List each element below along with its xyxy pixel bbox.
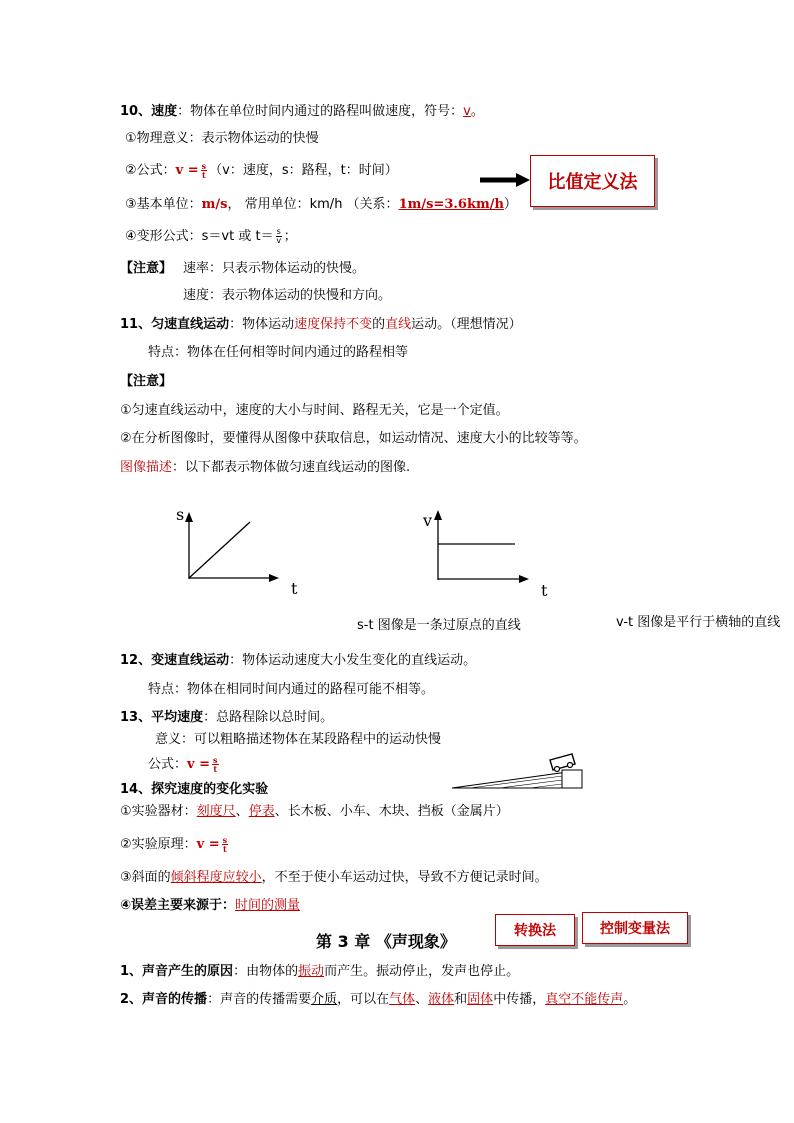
- s10-symbol: v: [463, 104, 471, 119]
- c3-l1-pre: ：由物体的: [233, 964, 299, 979]
- s11-desc-label: 图像描述: [120, 460, 173, 475]
- s11-note1: ①匀速直线运动中，速度的大小与时间、路程无关，它是一个定值。: [120, 403, 509, 418]
- s14-principle-fraction: [222, 836, 229, 853]
- box-ratio-definition: 比值定义法: [530, 155, 655, 207]
- c3-l2-liquid: 液体: [428, 992, 455, 1007]
- s10-formula-v: v =: [175, 163, 199, 178]
- c3-l1-post: 而产生。振动停止，发声也停止。: [324, 964, 520, 979]
- s12-feature: 特点：物体在相同时间内通过的路程可能不相等。: [148, 682, 435, 697]
- s10-variant-end: ；: [283, 229, 297, 244]
- s14-title: [120, 781, 268, 799]
- s12-title: [120, 652, 476, 670]
- s11-note-label: 【注意】: [120, 374, 173, 389]
- s10-formula-fraction: [201, 162, 208, 179]
- s14-error-source: 时间的测量: [235, 898, 301, 913]
- s10-variant-fraction: [276, 228, 282, 245]
- s11-red2: 直线: [385, 317, 412, 332]
- c3-l1-num: 1、: [120, 964, 143, 979]
- s11-desc-text: ：以下都表示物体做匀速直线运动的图像.: [172, 460, 411, 475]
- s12-body: ：物体运动速度大小发生变化的直线运动。: [229, 653, 477, 668]
- frac-den: t: [213, 764, 218, 774]
- arrow-right-icon: [480, 170, 530, 190]
- st-y-arrow: [185, 512, 193, 522]
- s13-formula-fraction: [212, 756, 219, 773]
- c3-l2-pre: ：声音的传播需要: [207, 992, 312, 1007]
- s14-slope-post: ，不至于使小车运动过快，导致不方便记录时间。: [261, 870, 548, 885]
- s14-slope-pre: ③斜面的: [120, 870, 171, 885]
- s10-unit-label: ③基本单位：: [125, 197, 202, 212]
- st-y-label: s: [176, 505, 185, 524]
- st-x-label: t: [291, 579, 298, 598]
- s10-note-label: 【注意】: [120, 261, 173, 276]
- frac-den: v: [276, 236, 282, 245]
- s14-equipment-rest: 、长木板、小车、木块、挡板（金属片）: [274, 804, 509, 819]
- incline-cart-illustration: [450, 748, 590, 790]
- s10-note1: 速率：只表示物体运动的快慢。: [183, 261, 366, 276]
- s10-num: 10、: [120, 104, 152, 119]
- s13-meaning: 意义：可以粗略描述物体在某段路程中的运动快慢: [155, 732, 442, 747]
- s11-note2: ②在分析图像时，要懂得从图像中获取信息，如运动情况、速度大小的比较等等。: [120, 431, 587, 446]
- c3-l2-sep: 、: [415, 992, 429, 1007]
- s14-principle-v: v =: [196, 837, 220, 852]
- s10-formula: [125, 162, 398, 180]
- s10-unit-end: ）: [503, 197, 517, 212]
- s13-formula-v: v =: [187, 757, 210, 772]
- frac-den: t: [223, 844, 227, 854]
- vt-y-label: v: [423, 511, 433, 530]
- c3-l2-end: 。: [623, 992, 637, 1007]
- vt-graph: [425, 500, 548, 600]
- c3-l2-mid1: ，可以在: [337, 992, 390, 1007]
- s13-num: 13、: [120, 710, 152, 725]
- c3-l2-head: 声音的传播: [142, 992, 208, 1007]
- s11-post: 运动。（理想情况）: [411, 317, 522, 332]
- s10-variant-text: ④变形公式：s＝vt 或 t＝: [125, 229, 274, 244]
- frac-num: s: [213, 755, 218, 765]
- c3-l1-vibration: 振动: [298, 964, 325, 979]
- s14-slope-red: 倾斜程度应较小: [170, 870, 262, 885]
- s11-title: [120, 316, 522, 334]
- frac-den: t: [202, 170, 206, 180]
- c3-l2-num: 2、: [120, 992, 143, 1007]
- box-control-variable-method: 控制变量法: [582, 912, 688, 944]
- s10-head: 速度: [151, 104, 178, 119]
- s11-num: 11、: [120, 317, 152, 332]
- s11-red1: 速度保持不变: [294, 317, 373, 332]
- s10-formula-label: ②公式：: [125, 163, 176, 178]
- s13-formula-label: 公式：: [148, 757, 188, 772]
- chapter-title: 第 3 章 《声现象》: [316, 932, 456, 951]
- s10-unit-relation: 1m/s=3.6km/h: [398, 197, 504, 212]
- s14-equipment-label: ①实验器材：: [120, 804, 197, 819]
- s11-pre: ：物体运动: [229, 317, 295, 332]
- c3-l2-and: 和: [454, 992, 468, 1007]
- s10-title: [120, 103, 484, 121]
- c3-l2-gas: 气体: [389, 992, 416, 1007]
- s12-head: 变速直线运动: [151, 653, 230, 668]
- s14-sep: 、: [235, 804, 249, 819]
- vt-x-arrow: [519, 575, 529, 583]
- frac-num: s: [276, 227, 281, 236]
- s11-desc: [120, 459, 410, 477]
- s10-formula-legend: （v：速度，s：路程，t：时间）: [209, 163, 398, 178]
- s13-title: [120, 709, 333, 727]
- frac-num: s: [222, 835, 228, 845]
- s10-unit: [125, 196, 517, 214]
- vt-y-arrow: [434, 510, 442, 520]
- st-caption: s-t 图像是一条过原点的直线: [357, 618, 521, 633]
- frac-num: s: [201, 161, 207, 171]
- s13-body: ：总路程除以总时间。: [203, 710, 334, 725]
- s10-note2: 速度：表示物体运动的快慢和方向。: [183, 288, 392, 303]
- s14-slope: [120, 869, 548, 887]
- s11-feature: 特点：物体在任何相等时间内通过的路程相等: [148, 345, 409, 360]
- vt-caption: v-t 图像是平行于横轴的直线: [616, 615, 781, 630]
- c3-line1: [120, 963, 519, 981]
- box-conversion-method: 转换法: [495, 914, 575, 946]
- c3-l1-head: 声音产生的原因: [142, 964, 234, 979]
- s13-formula: [148, 756, 221, 774]
- st-line: [189, 522, 250, 578]
- vt-x-label: t: [541, 581, 548, 600]
- s14-equipment: [120, 803, 509, 821]
- c3-l2-solid: 固体: [467, 992, 494, 1007]
- s11-head: 匀速直线运动: [151, 317, 230, 332]
- s14-error-label: ④误差主要来源于：: [120, 898, 236, 913]
- s14-stopwatch: 停表: [248, 804, 275, 819]
- c3-l2-vacuum: 真空不能传声: [545, 992, 624, 1007]
- s14-error: [120, 897, 300, 915]
- c3-l2-mid2: 中传播，: [493, 992, 546, 1007]
- s10-def: ：物体在单位时间内通过的路程叫做速度，符号：: [177, 104, 464, 119]
- s10-unit-mid: ， 常用单位：km/h （关系：: [227, 197, 399, 212]
- s14-principle: [120, 836, 230, 854]
- s10-meaning: ①物理意义：表示物体运动的快慢: [125, 131, 319, 146]
- s14-num: 14、: [120, 782, 152, 797]
- s14-ruler: 刻度尺: [196, 804, 236, 819]
- st-x-arrow: [269, 574, 279, 582]
- s10-unit-value: m/s: [201, 197, 228, 212]
- s12-num: 12、: [120, 653, 152, 668]
- c3-line2: [120, 991, 636, 1009]
- s11-mid: 的: [372, 317, 386, 332]
- s13-head: 平均速度: [151, 710, 204, 725]
- s14-head: 探究速度的变化实验: [151, 782, 269, 797]
- c3-l2-medium: 介质: [311, 992, 338, 1007]
- s10-end: 。: [470, 104, 484, 119]
- s14-principle-label: ②实验原理：: [120, 837, 197, 852]
- st-graph: [175, 500, 298, 600]
- s10-variant: [125, 228, 297, 246]
